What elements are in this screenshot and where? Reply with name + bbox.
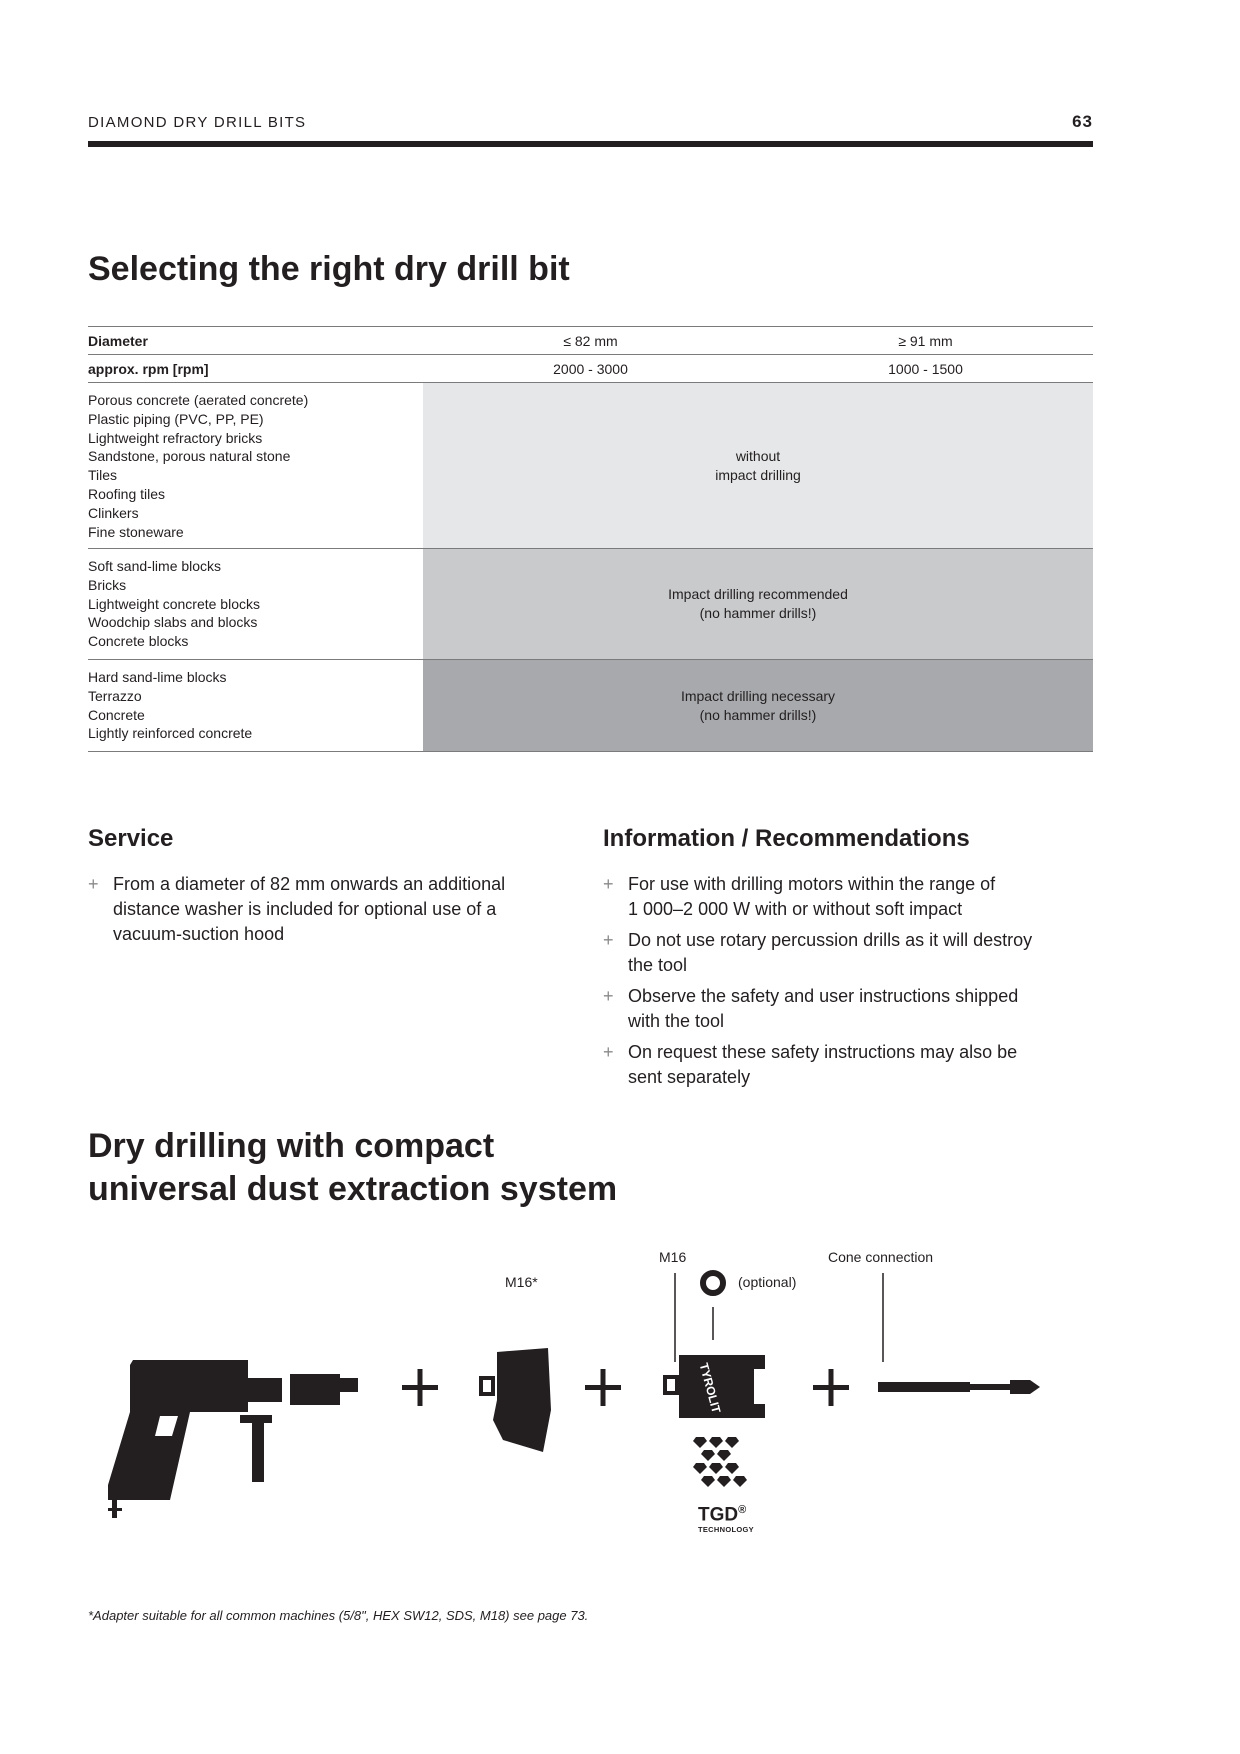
material-item: Bricks [88,576,127,593]
bit-brand-logo: TYROLIT [696,1361,724,1415]
running-head: DIAMOND DRY DRILL BITS [88,114,307,131]
material-item: Lightweight concrete blocks [88,595,260,612]
drill-machine-icon [108,1360,358,1518]
material-item: Roofing tiles [88,485,166,502]
drilling-mode-text: without [735,447,781,464]
dry-drill-bit-icon [665,1355,765,1418]
section-title: Selecting the right dry drill bit [88,250,570,288]
adapter-thread-label: M16* [505,1274,538,1290]
plus-sign [402,1369,438,1406]
material-item: Plastic piping (PVC, PP, PE) [88,410,264,427]
column-value: 2000 - 3000 [553,360,628,377]
list-item-line: For use with drilling motors within the range of [628,874,996,894]
registered-mark: ® [738,1504,747,1516]
footnote: *Adapter suitable for all common machines (5/8", HEX SW12, SDS, M18) see page 73. [88,1608,589,1623]
plus-bullet-icon: + [88,874,99,894]
drilling-mode-text: impact drilling [715,466,801,483]
row-label: approx. rpm [rpm] [88,360,209,377]
list-item-line: 1 000–2 000 W with or without soft impact [628,899,963,919]
material-item: Porous concrete (aerated concrete) [88,392,309,408]
list-item-line: sent separately [628,1067,751,1087]
material-item: Concrete blocks [88,633,189,650]
list-item-line: Do not use rotary percussion drills as it will destroy [628,930,1033,950]
drilling-mode-text: Impact drilling recommended [668,586,848,603]
tgd-logo [698,1504,746,1526]
material-item: Soft sand-lime blocks [88,558,222,574]
plus-sign [585,1369,621,1406]
plus-bullet-icon: + [603,930,614,950]
dust-extraction-adapter-icon [481,1348,551,1452]
plus-bullet-icon: + [603,874,614,894]
material-item: Lightweight refractory bricks [88,429,263,446]
drilling-mode-text: (no hammer drills!) [699,706,817,723]
section-title-line: Dry drilling with compact [88,1127,495,1165]
material-item: Tiles [88,467,118,484]
list-item-line: distance washer is included for optional use of a [113,899,497,919]
material-item: Terrazzo [88,687,142,704]
list-item-line: the tool [628,955,688,975]
plus-sign [813,1369,849,1406]
bit-thread-label: M16 [659,1249,687,1265]
material-item: Woodchip slabs and blocks [88,614,258,631]
cone-connection-label: Cone connection [828,1249,934,1265]
material-item: Hard sand-lime blocks [88,669,227,685]
material-item: Lightly reinforced concrete [88,725,253,742]
material-item: Concrete [88,706,145,723]
optional-label: (optional) [738,1274,797,1290]
drilling-mode-text: Impact drilling necessary [680,687,836,704]
column-value: ≤ 82 mm [563,332,618,349]
plus-bullet-icon: + [603,1042,614,1062]
tgd-logo-subtitle: TECHNOLOGY [698,1525,754,1534]
tgd-logo-text: TGD [698,1504,739,1526]
tgd-diamond-pattern-icon [693,1437,747,1487]
list-item-line: On request these safety instructions may also be [628,1042,1018,1062]
service-heading: Service [88,825,174,852]
material-item: Sandstone, porous natural stone [88,448,291,465]
drilling-mode-text: (no hammer drills!) [699,605,817,621]
section-title-line: universal dust extraction system [88,1170,618,1208]
list-item-line: From a diameter of 82 mm onwards an additional [113,874,506,894]
list-item-line: Observe the safety and user instructions shipped [628,986,1019,1006]
row-label: Diameter [88,332,148,349]
list-item-line: with the tool [628,1011,725,1031]
material-item: Clinkers [88,504,139,521]
distance-washer-icon [703,1273,723,1293]
cone-connection-rod-icon [878,1380,1040,1394]
information-heading: Information / Recommendations [603,825,970,852]
plus-bullet-icon: + [603,986,614,1006]
list-item-line: vacuum-suction hood [113,924,285,944]
column-value: ≥ 91 mm [898,332,953,349]
page-number: 63 [1072,112,1093,131]
material-item: Fine stoneware [88,523,184,540]
column-value: 1000 - 1500 [888,360,963,377]
